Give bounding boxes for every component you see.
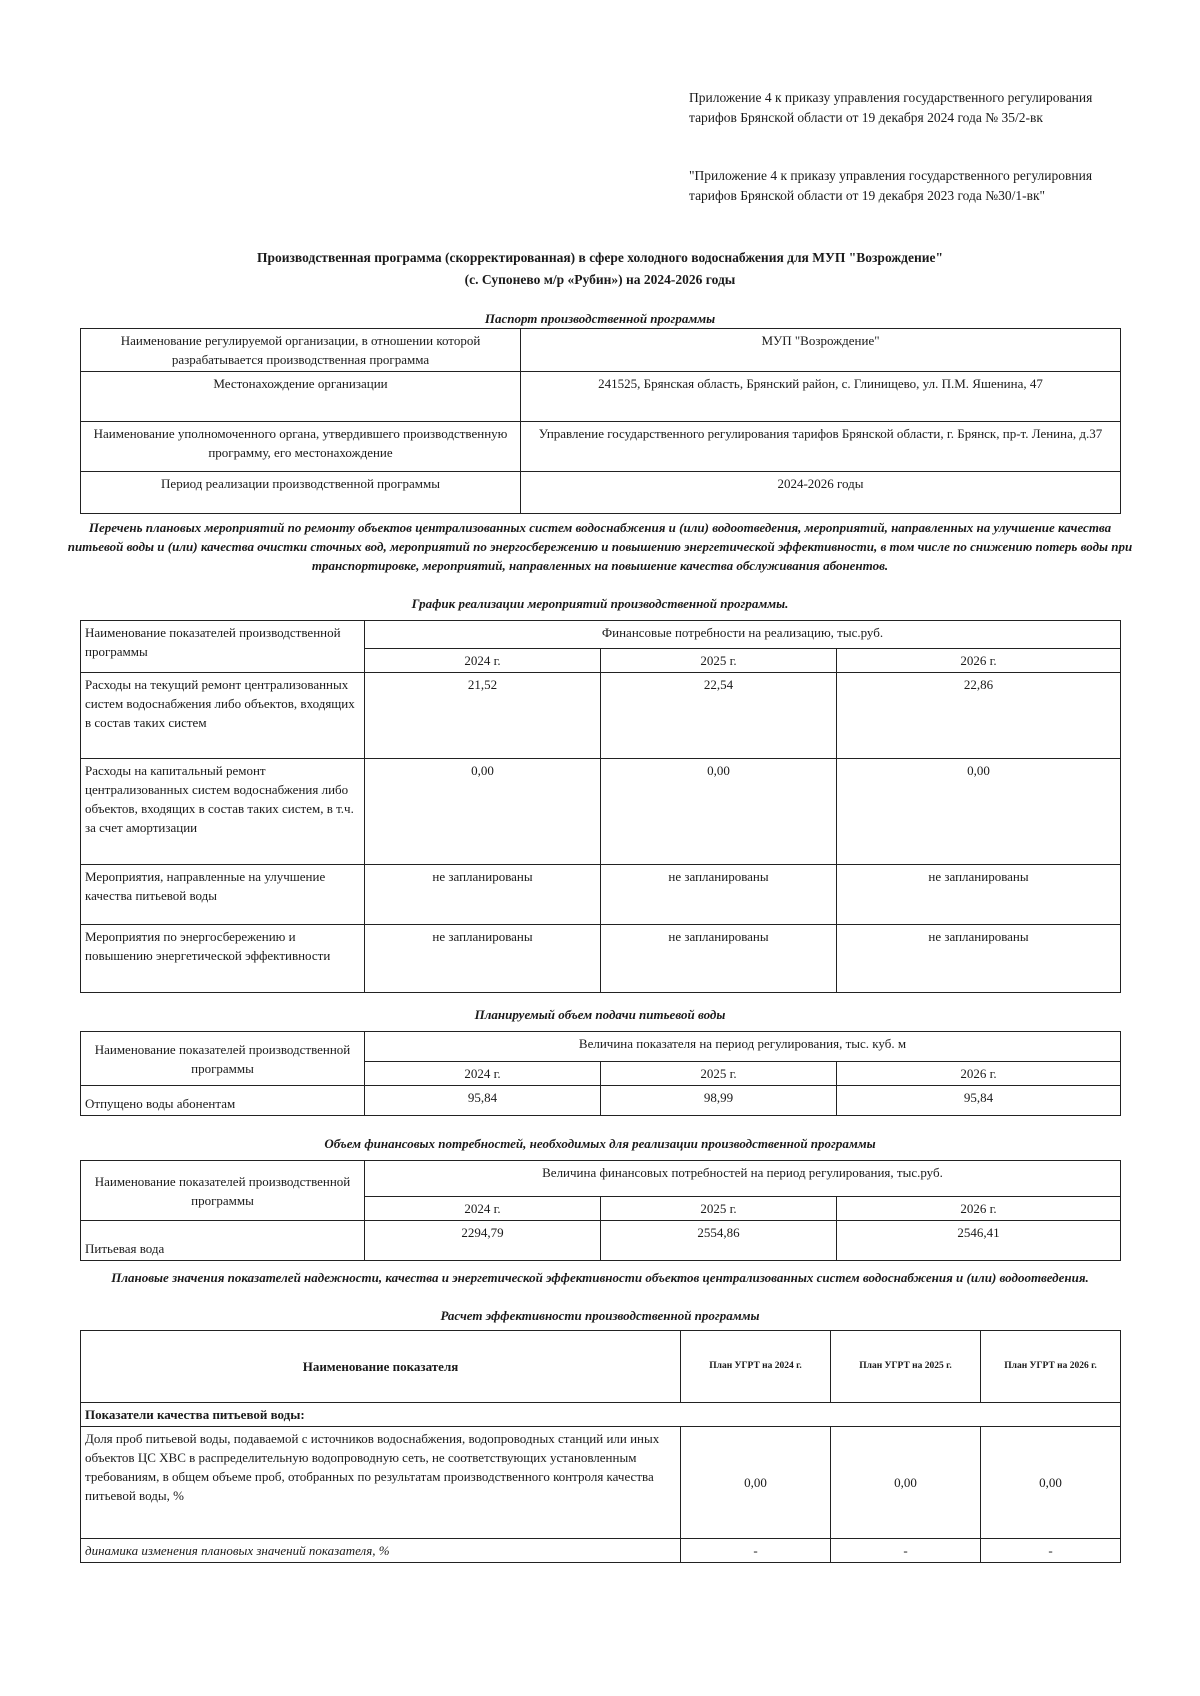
passport-label: Наименование регулируемой организации, в отношении которой разрабатывается производственная программа (81, 329, 521, 372)
column-header: Наименование показателей производственной программы (81, 1032, 365, 1086)
year-header: 2025 г. (601, 1197, 837, 1221)
cell-value: 21,52 (365, 673, 601, 759)
table-row (81, 1032, 1121, 1062)
cell-value: 22,54 (601, 673, 837, 759)
cell-value: 22,86 (837, 673, 1121, 759)
row-label: Отпущено воды абонентам (81, 1086, 365, 1116)
table-row (81, 1086, 1121, 1116)
cell-value: 2554,86 (601, 1221, 837, 1261)
passport-value: МУП "Возрождение" (521, 329, 1121, 372)
dynamics-label: динамика изменения плановых значений показателя, % (81, 1539, 681, 1563)
table-row (81, 329, 1121, 372)
row-label: Расходы на текущий ремонт централизованных систем водоснабжения либо объектов, входящих в состав таких систем (81, 673, 365, 759)
year-header: 2026 г. (837, 649, 1121, 673)
table-row (81, 925, 1121, 993)
cell-value: 2294,79 (365, 1221, 601, 1261)
table-row (81, 1221, 1121, 1261)
group-header: Финансовые потребности на реализацию, тыс.руб. (365, 621, 1121, 649)
table-row (81, 759, 1121, 865)
cell-value: не запланированы (365, 865, 601, 925)
plan-header: План УГРТ на 2025 г. (831, 1331, 981, 1403)
section-header: Показатели качества питьевой воды: (81, 1403, 1121, 1427)
passport-value: Управление государственного регулирования тарифов Брянской области, г. Брянск, пр-т. Ленина, д.37 (521, 422, 1121, 472)
year-header: 2024 г. (365, 649, 601, 673)
table-row (81, 673, 1121, 759)
events-table (80, 620, 1121, 993)
cell-value: 2546,41 (837, 1221, 1121, 1261)
group-header: Величина показателя на период регулирования, тыс. куб. м (365, 1032, 1121, 1062)
finance-table (80, 1160, 1121, 1261)
cell-value: 95,84 (837, 1086, 1121, 1116)
finance-caption: Объем финансовых потребностей, необходимых для реализации производственной программы (324, 1136, 876, 1151)
table-row (81, 621, 1121, 649)
table-row (81, 1331, 1121, 1403)
column-header: Наименование показателей производственной программы (81, 621, 365, 673)
table-row (81, 1539, 1121, 1563)
volume-table (80, 1031, 1121, 1116)
table-row (81, 1161, 1121, 1197)
cell-value: - (831, 1539, 981, 1563)
previous-appendix-note: "Приложение 4 к приказу управления государственного регулировния тарифов Брянской области от 19 декабря 2023 года №30/1-вк" (689, 168, 1093, 203)
schedule-caption: График реализации мероприятий производственной программы. (411, 596, 789, 611)
row-label: Мероприятия, направленные на улучшение качества питьевой воды (81, 865, 365, 925)
table-row (81, 865, 1121, 925)
column-header: Наименование показателя (81, 1331, 681, 1403)
passport-value: 241525, Брянская область, Брянский район, с. Глинищево, ул. П.М. Яшенина, 47 (521, 372, 1121, 422)
title-line-2: (с. Супонево м/р «Рубин») на 2024-2026 годы (464, 272, 736, 287)
cell-value: не запланированы (601, 865, 837, 925)
cell-value: 98,99 (601, 1086, 837, 1116)
document-title (80, 247, 1120, 291)
cell-value: не запланированы (601, 925, 837, 993)
efficiency-caption: Расчет эффективности производственной программы (440, 1308, 760, 1323)
indicators-caption: Плановые значения показателей надежности, качества и энергетической эффективности объектов централизованных систем водоснабжения и (или) водоотведения. (111, 1270, 1089, 1285)
indicators-table (80, 1330, 1121, 1563)
year-header: 2025 г. (601, 1062, 837, 1086)
year-header: 2026 г. (837, 1062, 1121, 1086)
group-header: Величина финансовых потребностей на период регулирования, тыс.руб. (365, 1161, 1121, 1197)
year-header: 2026 г. (837, 1197, 1121, 1221)
plan-header: План УГРТ на 2024 г. (681, 1331, 831, 1403)
cell-value: - (981, 1539, 1121, 1563)
table-row (81, 472, 1121, 514)
cell-value: - (681, 1539, 831, 1563)
year-header: 2024 г. (365, 1197, 601, 1221)
table-row (81, 1427, 1121, 1539)
table-row (81, 372, 1121, 422)
passport-table (80, 328, 1121, 514)
table-row (81, 422, 1121, 472)
column-header: Наименование показателей производственной программы (81, 1161, 365, 1221)
cell-value: не запланированы (365, 925, 601, 993)
cell-value: не запланированы (837, 865, 1121, 925)
table-row (81, 1403, 1121, 1427)
cell-value: 0,00 (365, 759, 601, 865)
events-caption: Перечень плановых мероприятий по ремонту объектов централизованных систем водоснабжения и (или) водоотведения, мероприятий, направленных на улучшение качества питьевой воды и (или) качества очистки сточных вод, мероприятий по энергосбережению и повышению энергетической эффективности, в том числе по снижению потерь воды при транспортировке, мероприятий, направленных на повышение качества обслуживания абонентов. (67, 520, 1133, 573)
year-header: 2025 г. (601, 649, 837, 673)
cell-value: 0,00 (601, 759, 837, 865)
cell-value: 95,84 (365, 1086, 601, 1116)
cell-value: 0,00 (831, 1427, 981, 1539)
row-label: Расходы на капитальный ремонт централизованных систем водоснабжения либо объектов, входящих в состав таких систем, в т.ч. за счет амортизации (81, 759, 365, 865)
cell-value: 0,00 (681, 1427, 831, 1539)
volume-caption: Планируемый объем подачи питьевой воды (474, 1007, 726, 1022)
row-label: Мероприятия по энергосбережению и повышению энергетической эффективности (81, 925, 365, 993)
passport-label: Наименование уполномоченного органа, утвердившего производственную программу, его местонахождение (81, 422, 521, 472)
row-label: Питьевая вода (81, 1221, 365, 1261)
cell-value: не запланированы (837, 925, 1121, 993)
cell-value: 0,00 (837, 759, 1121, 865)
passport-value: 2024-2026 годы (521, 472, 1121, 514)
title-line-1: Производственная программа (скорректированная) в сфере холодного водоснабжения для МУП "Возрождение" (256, 250, 944, 265)
row-label: Доля проб питьевой воды, подаваемой с источников водоснабжения, водопроводных станций или иных объектов ЦС ХВС в распределительную водопроводную сеть, не соответствующих установленным требованиям, в общем объеме проб, отобранных по результатам производственного контроля качества питьевой воды, % (81, 1427, 681, 1539)
passport-caption: Паспорт производственной программы (484, 311, 716, 326)
cell-value: 0,00 (981, 1427, 1121, 1539)
passport-label: Местонахождение организации (81, 372, 521, 422)
appendix-note: Приложение 4 к приказу управления государственного регулирования тарифов Брянской области от 19 декабря 2024 года № 35/2-вк (689, 90, 1093, 125)
year-header: 2024 г. (365, 1062, 601, 1086)
plan-header: План УГРТ на 2026 г. (981, 1331, 1121, 1403)
passport-label: Период реализации производственной программы (81, 472, 521, 514)
